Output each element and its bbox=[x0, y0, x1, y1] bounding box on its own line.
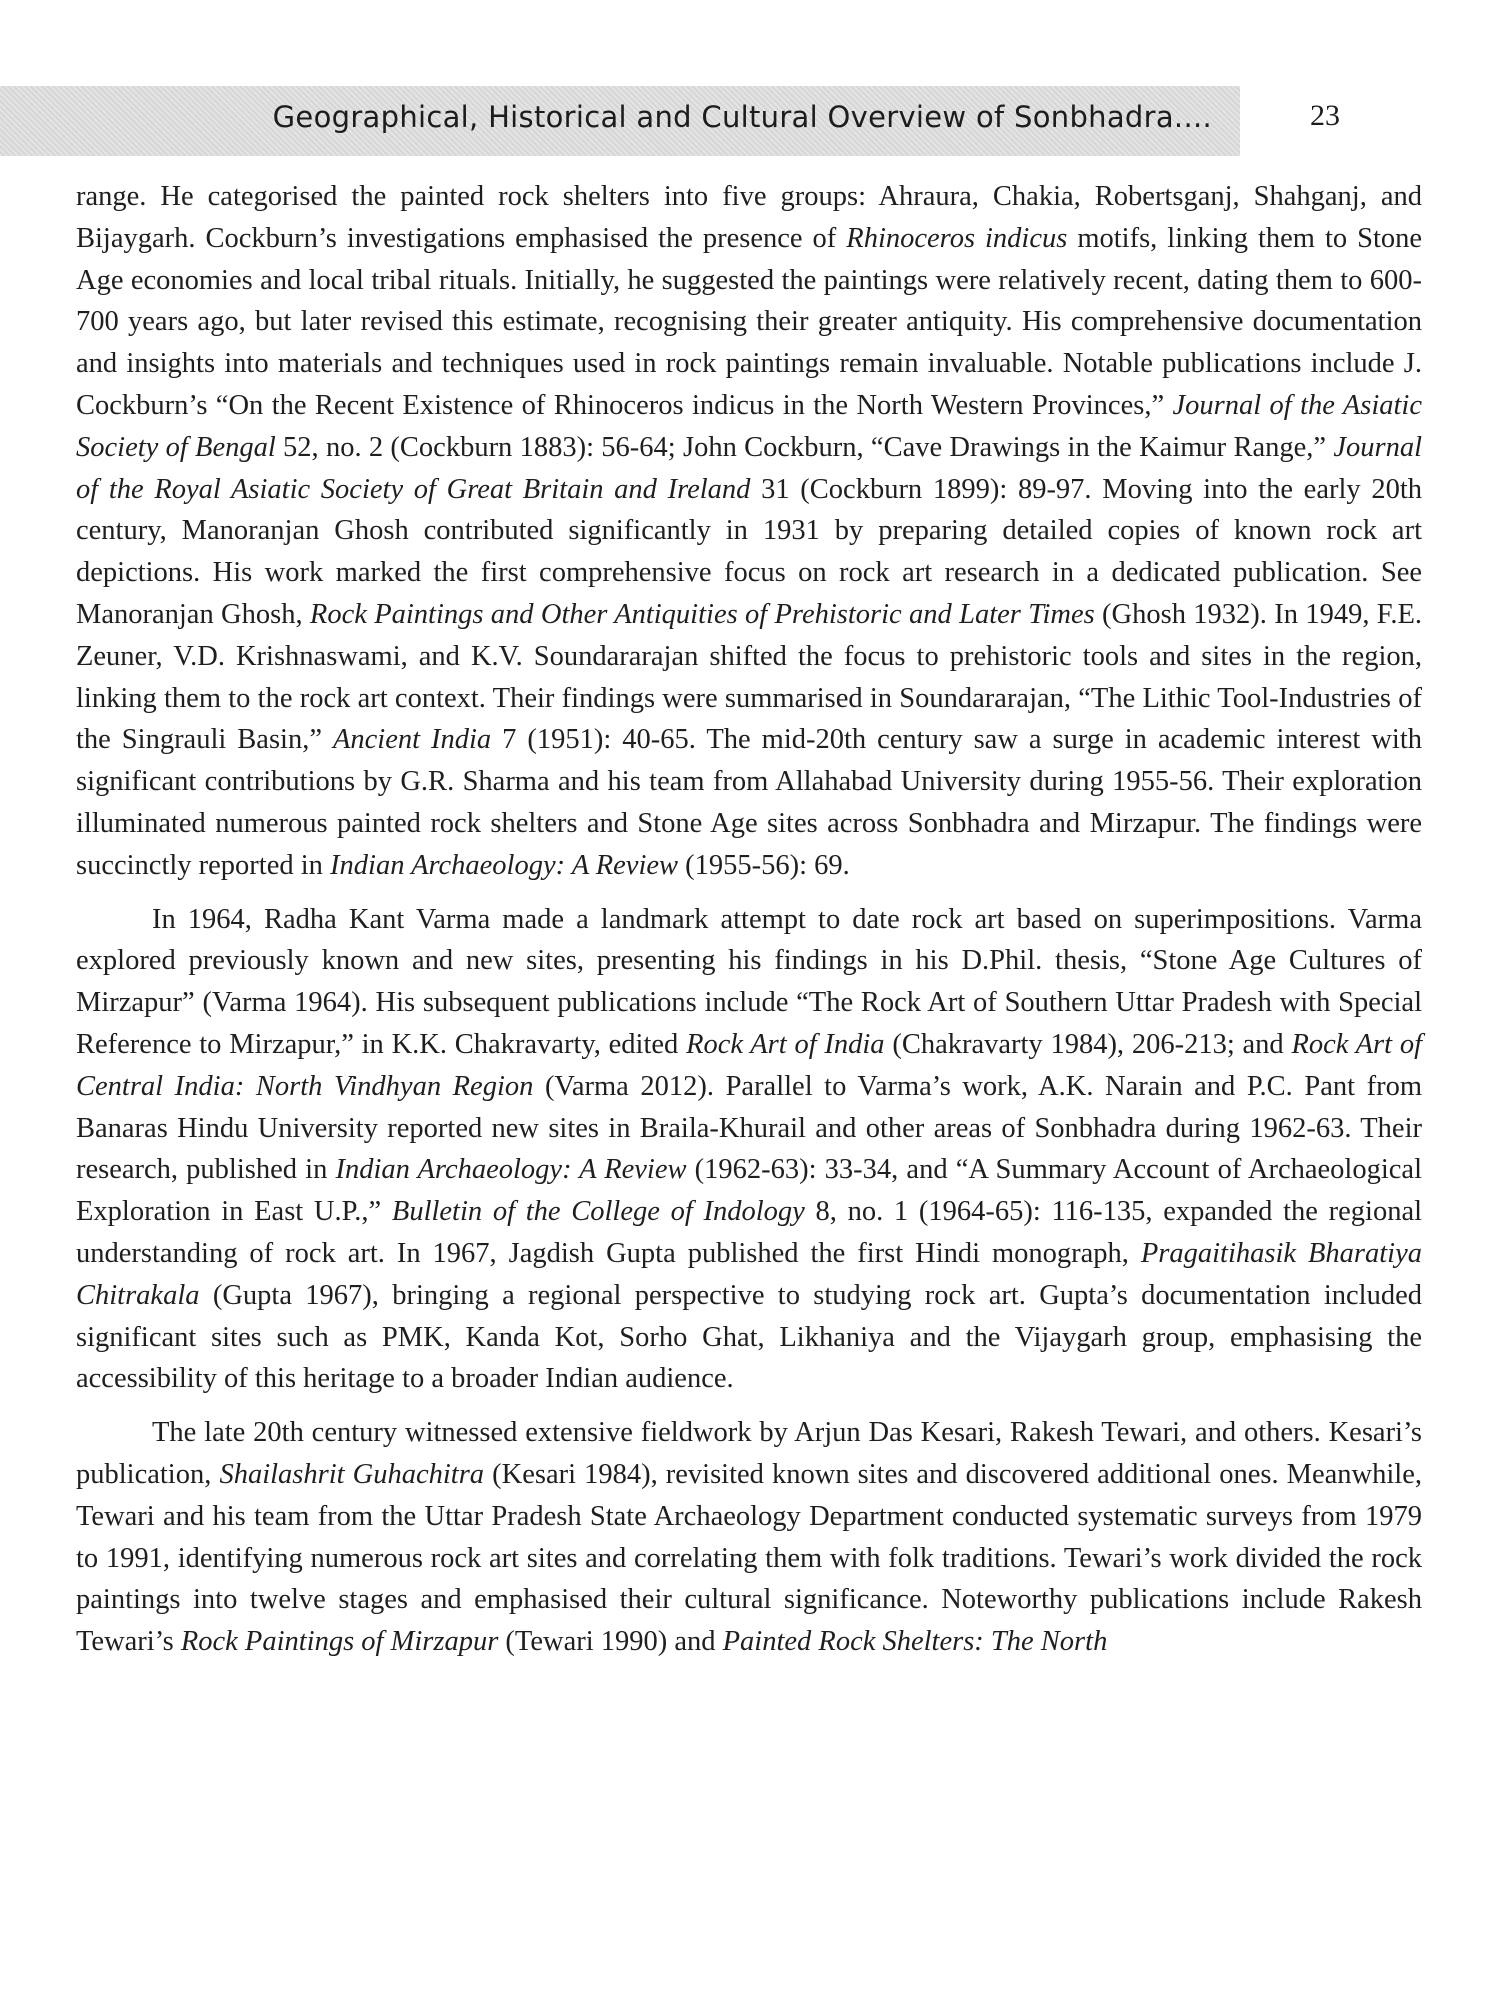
body-text bbox=[76, 176, 1422, 1663]
text-run: (Ghosh 1932). In 1949, F.E. Zeuner, V.D. Krishnaswami, and K.V. Soundararajan shifted the focus to prehistoric tools and sites in the region, linking them to the rock art context. Their findings were summarised in Soundararajan, “The Lithic Tool-Industries of the Singrauli Basin,” bbox=[76, 598, 1423, 756]
text-run: (Chakravarty 1984), 206-213; and bbox=[884, 1028, 1292, 1060]
text-run: The late 20th century witnessed extensive fieldwork by Arjun Das Kesari, Rakesh Tewari, and others. Kesari’s publication, bbox=[76, 1417, 1422, 1490]
italic-title-run: Rock Paintings and Other Antiquities of Prehistoric and Later Times bbox=[309, 598, 1095, 630]
italic-title-run: Ancient India bbox=[332, 724, 492, 756]
text-run: In 1964, Radha Kant Varma made a landmark attempt to date rock art based on superimpositions. Varma explored previously known and new sites, presenting his findings in his D.Phil. thesis, “Stone Age Cultures of Mirzapur” (Varma 1964). His subsequent publications include “The Rock Art of Southern Uttar Pradesh with Special Reference to Mirzapur,” in K.K. Chakravarty, edited bbox=[76, 903, 1422, 1060]
italic-title-run: Painted Rock Shelters: The North bbox=[722, 1626, 1108, 1658]
page-number: 23 bbox=[1310, 99, 1340, 132]
italic-title-run: Indian Archaeology: A Review bbox=[335, 1154, 687, 1186]
italic-title-run: Pragaitihasik Bharatiya Chitrakala bbox=[76, 1237, 1422, 1311]
italic-title-run: Journal of the Asiatic Society of Bengal bbox=[76, 389, 1422, 463]
text-run: (Varma 2012). Parallel to Varma’s work, A.K. Narain and P.C. Pant from Banaras Hindu University reported new sites in Braila-Khurail and other areas of Sonbhadra during 1962-63. Their research, published in bbox=[76, 1070, 1423, 1186]
italic-title-run: Rhinoceros indicus bbox=[846, 222, 1068, 254]
paragraph-1 bbox=[76, 176, 1422, 887]
italic-title-run: Shailashrit Guhachitra bbox=[219, 1458, 485, 1490]
italic-title-run: Rock Paintings of Mirzapur bbox=[180, 1626, 499, 1658]
text-run: (Kesari 1984), revisited known sites and discovered additional ones. Meanwhile, Tewari and his team from the Uttar Pradesh State Archaeology Department conducted systematic surveys from 1979 to 1991, identifying numerous rock art sites and correlating them with folk traditions. Tewari’s work divided the rock paintings into twelve stages and emphasised their cultural significance. Noteworthy publications include Rakesh Tewari’s bbox=[76, 1458, 1422, 1658]
text-run: (Tewari 1990) and bbox=[498, 1626, 723, 1658]
text-run: 7 (1951): 40-65. The mid-20th century saw a surge in academic interest with significant contributions by G.R. Sharma and his team from Allahabad University during 1955-56. Their exploration illuminated numerous painted rock shelters and Stone Age sites across Sonbhadra and Mirzapur. The findings were succinctly reported in bbox=[76, 724, 1422, 881]
italic-title-run: Rock Art of India bbox=[686, 1028, 885, 1060]
text-run: 31 (Cockburn 1899): 89-97. Moving into the early 20th century, Manoranjan Ghosh contributed significantly in 1931 by preparing detailed copies of known rock art depictions. His work marked the first comprehensive focus on rock art research in a dedicated publication. See Manoranjan Ghosh, bbox=[76, 473, 1422, 630]
text-run: (1962-63): 33-34, and “A Summary Account of Archaeological Exploration in East U.P.,” bbox=[76, 1154, 1422, 1228]
italic-title-run: Indian Archaeology: A Review bbox=[330, 849, 679, 881]
paragraph-2 bbox=[76, 899, 1422, 1401]
text-run: 52, no. 2 (Cockburn 1883): 56-64; John Cockburn, “Cave Drawings in the Kaimur Range,” bbox=[275, 431, 1334, 463]
text-run: 8, no. 1 (1964-65): 116-135, expanded the regional understanding of rock art. In 1967, Jagdish Gupta published the first Hindi monograph, bbox=[76, 1196, 1423, 1269]
text-run: motifs, linking them to Stone Age economies and local tribal rituals. Initially, he suggested the paintings were relatively recent, dating them to 600-700 years ago, but later revised this estimate, recognising their greater antiquity. His comprehensive documentation and insights into materials and techniques used in rock paintings remain invaluable. Notable publications include J. Cockburn’s “On the Recent Existence of Rhinoceros indicus in the North Western Provinces,” bbox=[76, 222, 1423, 421]
italic-title-run: Bulletin of the College of Indology bbox=[391, 1196, 805, 1228]
text-run: (1955-56): 69. bbox=[678, 849, 850, 881]
running-header bbox=[0, 86, 1240, 156]
paragraph-3 bbox=[76, 1412, 1422, 1663]
text-run: (Gupta 1967), bringing a regional perspective to studying rock art. Gupta’s documentation included significant sites such as PMK, Kanda Kot, Sorho Ghat, Likhaniya and the Vijaygarh group, emphasising the accessibility of this heritage to a broader Indian audience. bbox=[76, 1279, 1422, 1395]
italic-title-run: Journal of the Royal Asiatic Society of Great Britain and Ireland bbox=[76, 431, 1422, 505]
header-title: Geographical, Historical and Cultural Overview of Sonbhadra.... bbox=[272, 100, 1212, 134]
italic-title-run: Rock Art of Central India: North Vindhyan Region bbox=[76, 1028, 1423, 1102]
text-run: range. He categorised the painted rock shelters into five groups: Ahraura, Chakia, Robertsganj, Shahganj, and Bijaygarh. Cockburn’s investigations emphasised the presence of bbox=[76, 181, 1422, 254]
